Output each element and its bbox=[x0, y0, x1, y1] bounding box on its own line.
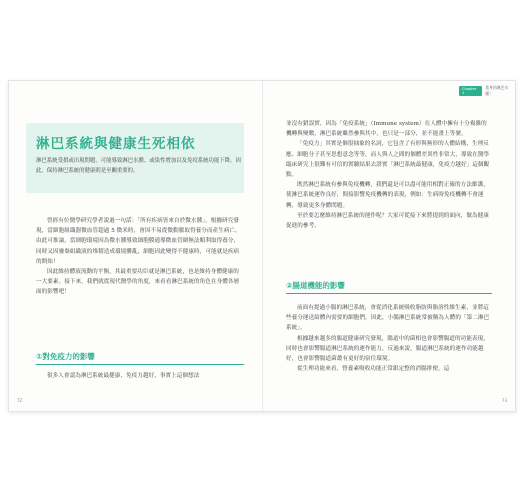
section-heading-immunity bbox=[36, 351, 244, 365]
paragraph: 很多人會認為淋巴系統最健康，免疫力越好，事實上這個想法 bbox=[47, 373, 200, 379]
paragraph: 既然淋巴系統有參與免疫機轉，我們還是可以盡可能用相對正確的方法維護，使淋巴系統運作良好，間接影響免疫機轉的表現，例如：生病時免疫機轉不會運轉，導致更多身體問題。 bbox=[286, 182, 489, 209]
left-last-paragraph bbox=[36, 371, 241, 381]
book-spread bbox=[8, 80, 516, 412]
paragraph: 從生理功能來看，營養素吸收功能正常跟定整的消腸排便，這 bbox=[297, 366, 450, 373]
paragraph: 因此維持體液流動的平衡，其最重要功臣就是淋巴系統，也是維持身體健康的一大要素。接下來，我們就從現代醫學的角度，來看看淋巴系統的角色在身體各層面的影響吧！ bbox=[36, 269, 240, 296]
chapter-badge: Chapter 1 bbox=[459, 86, 482, 96]
paragraph: 「免疫力」其實是個很抽象的名詞，它包含了有形與無形的人體結構，生理反應、細胞分子甚至思想意念等等，而人與人之間的個體差異性非常大，導致在醫學臨床研究上很難有可信的實驗結果去證實「淋巴系統最健康，免疫力越好」這個觀點。 bbox=[286, 141, 490, 179]
intro-text: 淋巴系統受損或出現問題，可能導致淋巴水腫、或染性增加以及免疫系統功能下降。因此，保持淋巴系統的健康則是至關重要的。 bbox=[36, 158, 241, 174]
right-page bbox=[263, 81, 515, 411]
section-underline bbox=[36, 364, 244, 365]
paragraph: 前面有提過小腸的淋巴系統，會從消化系統吸收脂肪與脂溶性維生素，並將這些養分運送給體內需要的細胞們，因此，小腸淋巴系統常被稱為人體的「第二淋巴系統」。 bbox=[286, 305, 490, 332]
section-underline bbox=[286, 293, 492, 294]
paragraph: 根據越來越多的腸道健康研究發現，腸道中的菌相也會影響腸道的功能表現，同時也會影響腸道淋巴系統的運作能力，反過來說，腸道淋巴系統的運作功能越好，也會影響腸道菌叢有更好的宿住環境。 bbox=[286, 335, 489, 363]
section-title: ①對免疫力的影響 bbox=[36, 352, 95, 361]
page-title: 淋巴系統與健康生死相依 bbox=[36, 136, 196, 152]
section-title: ②腸道機能的影響 bbox=[286, 281, 345, 290]
right-body bbox=[286, 119, 490, 231]
right-body-2 bbox=[286, 303, 490, 374]
section-heading-gut bbox=[286, 280, 492, 294]
page-number: 72 bbox=[17, 398, 23, 403]
paragraph: 曾經有位醫學研究學者說過一句話：「所有疾病皆來自於微水腫」，根據研究發現，當細胞組織器微血管超過 5 微米時，會因不易從微動脈取得養分而產生病亡。由此可推論，當細胞環境因為微水腫導致細胞膜通導微血管網無法順利取得養分，同時又因廢棄組織液的堆積造成環境髒亂，細胞因此變得不健康時，可能就是疾病的開始！ bbox=[36, 218, 241, 265]
page-number: 73 bbox=[501, 398, 507, 403]
title-box bbox=[26, 123, 244, 193]
left-page bbox=[9, 81, 261, 411]
paragraph: 至於要怎麼維持淋巴系統的運作呢？大家可從接下來將提到的面向，做為健康促進的參考。 bbox=[286, 212, 489, 230]
paragraph: 並沒有錯誤實，因為「免疫系統」（Immune system）在人體中擁有十分複雜的機轉與變數，淋巴系統雖然參與其中，也只是一部分，並不能畫上等號。 bbox=[286, 121, 487, 138]
chapter-header bbox=[459, 85, 515, 97]
left-body bbox=[36, 216, 241, 298]
chapter-title: 您身的淋巴水腫！ bbox=[485, 85, 509, 96]
